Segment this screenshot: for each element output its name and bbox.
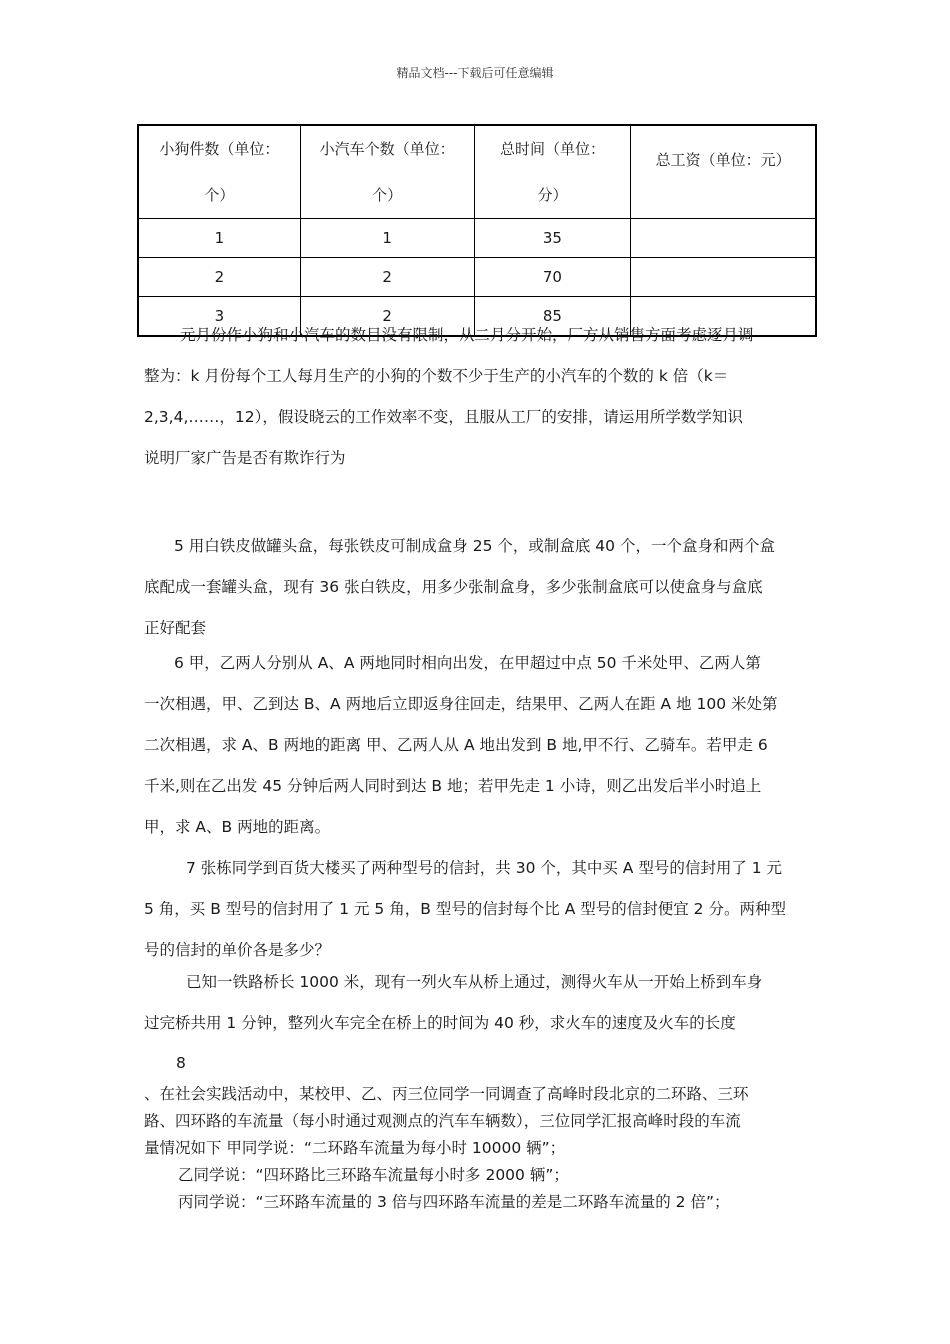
table-cell: 35 bbox=[474, 219, 631, 258]
header-total-wage bbox=[631, 125, 816, 219]
text-line: 路、四环路的车流量（每小时通过观测点的汽车车辆数），三位同学汇报高峰时段的车流 bbox=[144, 1112, 741, 1130]
text-line: 5 角，买 B 型号的信封用了 1 元 5 角，B 型号的信封每个比 A 型号的信封便宜 2 分。两种型 bbox=[144, 900, 786, 918]
problem-number: 8 bbox=[176, 1054, 186, 1072]
text-line: 二次相遇，求 A、B 两地的距离 甲、乙两人从 A 地出发到 B 地,甲不行、乙骑车。若甲走 6 bbox=[144, 736, 768, 754]
header-dog-count-line1: 小狗件数（单位： bbox=[159, 140, 280, 158]
problem-7 bbox=[144, 848, 806, 971]
table-cell bbox=[631, 258, 816, 297]
table-cell: 2 bbox=[300, 258, 474, 297]
table-row bbox=[138, 219, 816, 258]
table-cell: 3 bbox=[138, 297, 300, 337]
page-header: 精品文档---下载后可任意编辑 bbox=[396, 66, 554, 80]
text-line: 正好配套 bbox=[144, 619, 207, 637]
text-line: 整为：k 月份每个工人每月生产的小狗的个数不少于生产的小汽车的个数的 k 倍（k＝ bbox=[144, 367, 729, 385]
table-cell: 1 bbox=[138, 219, 300, 258]
table-cell: 70 bbox=[474, 258, 631, 297]
problem-train bbox=[144, 962, 806, 1044]
text-line: 2,3,4,……，12），假设晓云的工作效率不变，且服从工厂的安排，请运用所学数学知识 bbox=[144, 408, 743, 426]
header-car-count-line2: 个） bbox=[372, 186, 403, 204]
table-cell bbox=[631, 219, 816, 258]
text-line: 过完桥共用 1 分钟，整列火车完全在桥上的时间为 40 秒，求火车的速度及火车的长度 bbox=[144, 1014, 736, 1032]
header-total-wage-line1: 总工资（单位：元） bbox=[655, 151, 791, 169]
header-car-count-line1: 小汽车个数（单位： bbox=[319, 140, 455, 158]
problem-6 bbox=[144, 643, 806, 848]
text-line: 千米,则在乙出发 45 分钟后两人同时到达 B 地；若甲先走 1 小诗，则乙出发后半小时追上 bbox=[144, 777, 762, 795]
paragraph-january bbox=[144, 315, 806, 479]
text-line: 一次相遇，甲、乙到达 B、A 两地后立即返身往回走，结果甲、乙两人在距 A 地 100 米处第 bbox=[144, 695, 778, 713]
table-cell: 1 bbox=[300, 219, 474, 258]
table-cell: 2 bbox=[300, 297, 474, 337]
table-header-row bbox=[138, 125, 816, 219]
header-total-time-line2: 分） bbox=[537, 186, 568, 204]
problem-5 bbox=[144, 526, 806, 649]
data-table bbox=[137, 124, 817, 337]
header-total-time-line1: 总时间（单位： bbox=[499, 140, 605, 158]
text-line: 号的信封的单价各是多少？ bbox=[144, 941, 331, 959]
problem-8 bbox=[144, 1081, 806, 1216]
text-line: 甲，求 A、B 两地的距离。 bbox=[144, 818, 331, 836]
table-cell: 85 bbox=[474, 297, 631, 337]
text-line: 丙同学说：“三环路车流量的 3 倍与四环路车流量的差是二环路车流量的 2 倍”； bbox=[178, 1193, 730, 1211]
text-line: 底配成一套罐头盒，现有 36 张白铁皮，用多少张制盒身，多少张制盒底可以使盒身与盒底 bbox=[144, 578, 763, 596]
header-car-count bbox=[300, 125, 474, 219]
header-total-time bbox=[474, 125, 631, 219]
text-line: 7 张栋同学到百货大楼买了两种型号的信封，共 30 个，其中买 A 型号的信封用了 1 元 bbox=[186, 859, 783, 877]
text-line: 6 甲，乙两人分别从 A、A 两地同时相向出发，在甲超过中点 50 千米处甲、乙两人第 bbox=[174, 654, 761, 672]
table-row bbox=[138, 258, 816, 297]
header-dog-count bbox=[138, 125, 300, 219]
table-cell: 2 bbox=[138, 258, 300, 297]
text-line: 量情况如下 甲同学说：“二环路车流量为每小时 10000 辆”； bbox=[144, 1139, 566, 1157]
text-line: 元月份作小狗和小汽车的数目没有限制，从二月分开始，厂方从销售方面考虑逐月调 bbox=[180, 326, 754, 344]
text-line: 乙同学说：“四环路比三环路车流量每小时多 2000 辆”； bbox=[178, 1166, 569, 1184]
header-dog-count-line2: 个） bbox=[204, 186, 235, 204]
text-line: 已知一铁路桥长 1000 米，现有一列火车从桥上通过，测得火车从一开始上桥到车身 bbox=[186, 973, 763, 991]
text-line: 5 用白铁皮做罐头盒，每张铁皮可制成盒身 25 个，或制盒底 40 个，一个盒身和两个盒 bbox=[174, 537, 775, 555]
problem-8-number bbox=[144, 1043, 806, 1084]
text-line: 说明厂家广告是否有欺诈行为 bbox=[144, 449, 346, 467]
text-line: 、在社会实践活动中，某校甲、乙、丙三位同学一同调查了高峰时段北京的二环路、三环 bbox=[144, 1085, 749, 1103]
